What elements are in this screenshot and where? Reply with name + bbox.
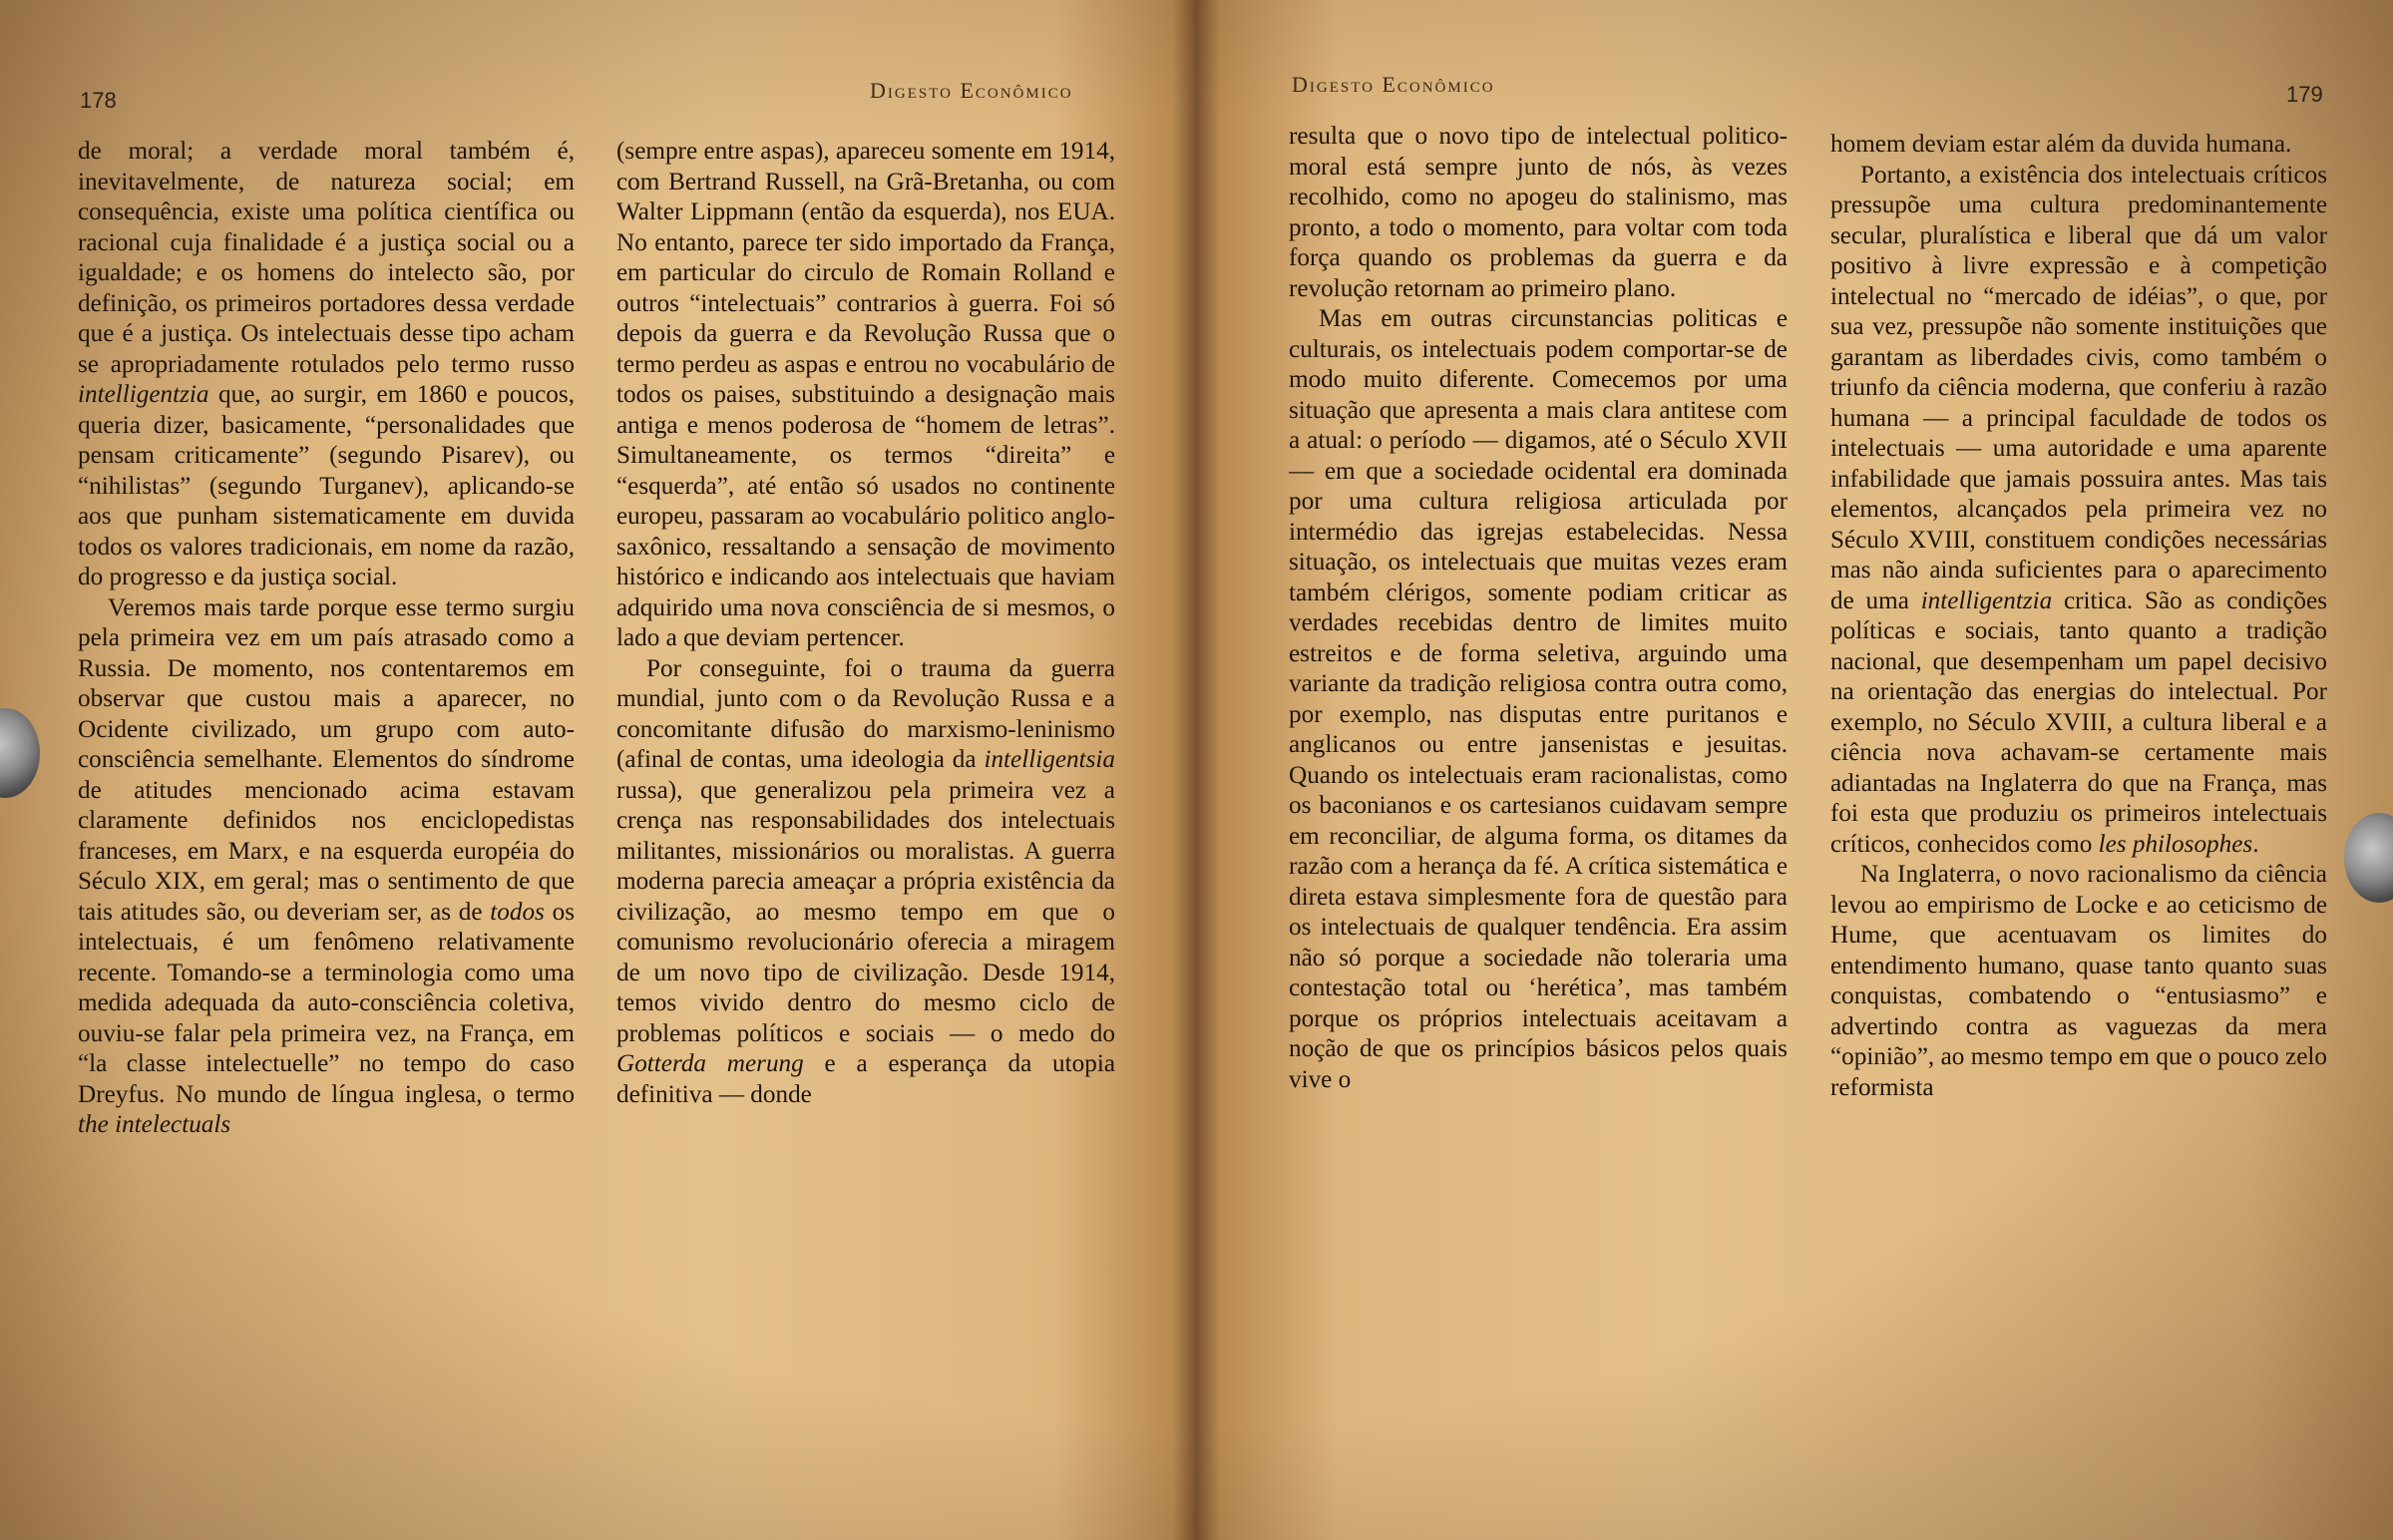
page-number: 178	[80, 88, 117, 113]
paragraph: Portanto, a existência dos intelectuais críticos pressupõe uma cultura predominantemente secular, pluralística e liberal que dá um valor positivo à livre expressão e à competição intelectual no “mercado de idéias”, o que, por sua vez, pressupõe não somente instituições que garantam as liberdades civis, como também o triunfo da ciência moderna, que conferiu à razão humana — a principal faculdade de todos os intelectuais — uma autoridade e uma aparente infabilidade que jamais possuira antes. Mas tais elementos, alcançados pela primeira vez no Século XVIII, constituem condições necessárias mas não ainda suficientes para o aparecimento de uma intelligentzia critica. São as condições políticas e sociais, tanto quanto a tradição nacional, que desempenham um papel decisivo na orientação das energias do intelectual. Por exemplo, no Século XVIII, a cultura liberal e a ciência nova achavam-se certamente mais adiantadas na Inglaterra do que na França, mas foi esta que produziu os primeiros intelectuais críticos, conhecidos como les philosophes.	[1830, 161, 2327, 858]
paragraph: Veremos mais tarde porque esse termo surgiu pela primeira vez em um país atrasado como a Russia. De momento, nos contentaremos em observar que custou mais a aparecer, no Ocidente civilizado, um grupo com auto-consciência semelhante. Elementos do síndrome de atitudes mencionado acima estavam claramente definidos nos enciclopedistas franceses, em Marx, e na esquerda européia do Século XIX, em geral; mas o sentimento de que tais atitudes são, ou deveriam ser, as de todos os intelectuais, é um fenômeno relativamente recente. Tomando-se a terminologia como uma medida adequada da auto-consciência coletiva, ouviu-se falar pela primeira vez, na França, em “la classe intelectuelle” no tempo do caso Dreyfus. No mundo de língua inglesa, o termo the intelectuals	[78, 593, 575, 1138]
paragraph: (sempre entre aspas), apareceu somente em 1914, com Bertrand Russell, na Grã-Bretanha, ou com Walter Lippmann (então da esquerda), nos EUA. No entanto, parece ter sido importado da França, em particular do circulo de Romain Rolland e outros “intelectuais” contrarios à guerra. Foi só depois da guerra e da Revolução Russa que o termo perdeu as aspas e entrou no vocabulário de todos os paises, substituindo a designação mais antiga e menos poderosa de “homem de letras”. Simultaneamente, os termos “direita” e “esquerda”, até então só usados no continente europeu, passaram ao vocabulário politico anglo-saxônico, ressaltando a sensação de movimento histórico e indicando aos intelectuais que haviam adquirido uma nova consciência de si mesmos, o lado a que deviam pertencer.	[616, 138, 1115, 651]
paragraph: Por conseguinte, foi o trauma da guerra mundial, junto com o da Revolução Russa e a concomitante difusão do marxismo-leninismo (afinal de contas, uma ideologia da intelligentsia russa), que generalizou pela primeira vez a crença nas responsabilidades dos intelectuais militantes, missionários ou moralistas. A guerra moderna parecia ameaçar a própria existência da civilização, ao mesmo tempo em que o comunismo revolucionário oferecia a miragem de um novo tipo de civilização. Desde 1914, temos vivido dentro do mesmo ciclo de problemas políticos e sociais — o medo do Gotterda merung e a esperança da utopia definitiva — donde	[616, 654, 1115, 1108]
page-number: 179	[2286, 82, 2323, 107]
paragraph: Mas em outras circunstancias politicas e culturais, os intelectuais podem comportar-se de modo muito diferente. Comecemos por uma situação que apresenta a mais clara antitese com a atual: o período — digamos, até o Século XVII — em que a sociedade ocidental era dominada por uma cultura religiosa articulada por intermédio das igrejas estabelecidas. Nessa situação, os intelectuais que muitas vezes eram também clérigos, somente podiam criticar as verdades recebidas dentro de limites muito estreitos e de forma seletiva, arguindo uma variante da tradição religiosa contra outra como, por exemplo, nas disputas entre puritanos e anglicanos ou entre jansenistas e jesuitas. Quando os intelectuais eram racionalistas, como os baconianos e os cartesianos cuidavam sempre em reconciliar, de alguma forma, os ditames da razão com a herança da fé. A crítica sistemática e direta estava simplesmente fora de questão para os intelectuais de qualquer tendência. Era assim não só porque a sociedade não toleraria uma contestação total ou ‘herética’, mas também porque os próprios intelectuais aceitavam a noção de que os princípios básicos pelos quais vive o	[1289, 305, 1788, 1093]
paragraph: de moral; a verdade moral também é, inevitavelmente, de natureza social; em consequência, existe uma política científica ou racional cuja finalidade é a justiça social ou a igualdade; e os homens do intelecto são, por definição, os primeiros portadores dessa verdade que é a justiça. Os intelectuais desse tipo acham se apropriadamente rotulados pelo termo russo intelligentzia que, ao surgir, em 1860 e poucos, queria dizer, basicamente, “personalidades que pensam criticamente” (segundo Pisarev), ou “nihilistas” (segundo Turganev), aplicando-se aos que punham sistematicamente em duvida todos os valores tradicionais, em nome da razão, do progresso e da justiça social.	[78, 138, 575, 590]
text-column-2	[1830, 130, 2327, 1496]
text-column-1	[78, 137, 575, 1503]
running-head: Digesto Econômico	[870, 78, 1073, 103]
text-column-2	[616, 137, 1115, 1503]
text-column-1	[1289, 122, 1788, 1488]
paragraph: homem deviam estar além da duvida humana.	[1830, 131, 2292, 158]
paragraph: Na Inglaterra, o novo racionalismo da ciência levou ao empirismo de Locke e ao ceticismo de Hume, que acentuavam os limites do entendimento humano, quase tanto quanto suas conquistas, combatendo o “entusiasmo” e advertindo contra as vaguezas da mera “opinião”, ao mesmo tempo em que o pouco zelo reformista	[1830, 861, 2327, 1101]
paragraph: resulta que o novo tipo de intelectual politico-moral está sempre junto de nós, às vezes recolhido, como no apogeu do stalinismo, mas pronto, a todo o momento, para voltar com toda força quando os problemas da guerra e da revolução retornam ao primeiro plano.	[1289, 123, 1788, 302]
left-page	[0, 0, 1192, 1540]
running-head: Digesto Econômico	[1292, 72, 1495, 97]
right-page	[1192, 0, 2393, 1540]
